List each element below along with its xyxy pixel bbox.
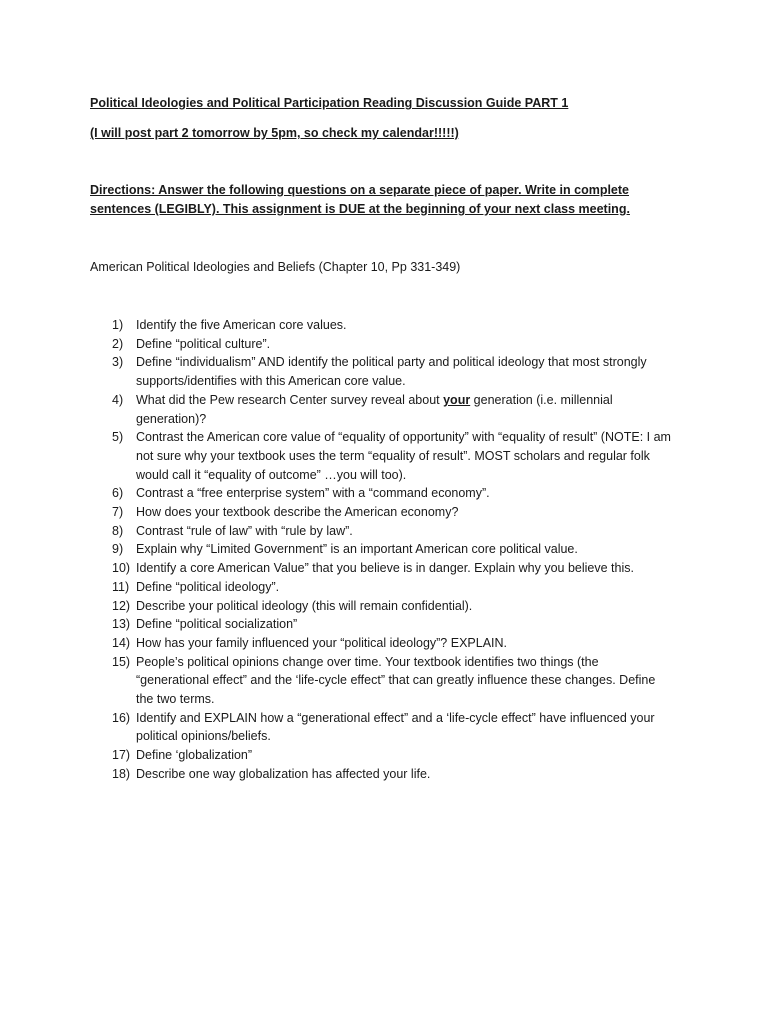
question-item xyxy=(112,428,672,484)
question-item xyxy=(112,597,672,616)
question-number: 7) xyxy=(112,505,124,520)
question-number: 15) xyxy=(112,654,131,669)
question-number: 12) xyxy=(112,598,131,613)
question-text: Define “individualism” AND identify the political party and political ideology that most strongly supports/identifies with this American core value. xyxy=(136,355,647,389)
question-text: Identify a core American Value” that you believe is in danger. Explain why you believe this. xyxy=(136,561,634,576)
question-number: 4) xyxy=(112,392,124,407)
question-text: Identify the five American core values. xyxy=(136,318,347,332)
question-text: Contrast “rule of law” with “rule by law”. xyxy=(136,523,353,538)
question-text: Identify and EXPLAIN how a “generational effect” and a ‘life-cycle effect” have influenced your political opinions/beliefs. xyxy=(136,710,655,744)
question-item xyxy=(112,522,672,541)
question-item xyxy=(112,746,672,765)
question-item xyxy=(112,615,672,634)
question-text: How has your family influenced your “political ideology”? EXPLAIN. xyxy=(136,635,508,650)
question-number: 11) xyxy=(112,579,130,594)
document-subtitle: (I will post part 2 tomorrow by 5pm, so check my calendar!!!!!) xyxy=(90,126,459,140)
question-text: Describe your political ideology (this will remain confidential). xyxy=(136,598,473,613)
document-title: Political Ideologies and Political Participation Reading Discussion Guide PART 1 xyxy=(90,96,569,110)
question-number: 13) xyxy=(112,617,131,632)
question-number: 8) xyxy=(112,523,124,538)
question-number: 5) xyxy=(112,430,124,445)
question-number: 10) xyxy=(112,561,131,576)
question-number: 6) xyxy=(112,486,124,501)
question-number: 3) xyxy=(112,355,124,370)
question-item xyxy=(112,765,672,784)
question-text: Describe one way globalization has affected your life. xyxy=(136,766,431,781)
question-text xyxy=(136,391,672,428)
question-item xyxy=(112,578,672,597)
question-number: 14) xyxy=(112,635,131,650)
question-text: Contrast a “free enterprise system” with a “command economy”. xyxy=(136,486,490,501)
question-item xyxy=(112,653,672,709)
question-number: 1) xyxy=(112,318,124,332)
question-text: Contrast the American core value of “equality of opportunity” with “equality of result” (NOTE: I am not sure why your textbook uses the term “equality of result”. MOST scholars and regular folk would call it “equality of outcome” …you will too). xyxy=(136,430,671,482)
question-text: Define ‘globalization” xyxy=(136,748,253,763)
question-text-after: generation (i.e. millennial generation)? xyxy=(136,392,613,426)
question-text-emphasis: your xyxy=(443,392,471,407)
question-list xyxy=(112,316,672,784)
question-item xyxy=(112,634,672,653)
directions-text: Directions: Answer the following questions on a separate piece of paper. Write in complete sentences (LEGIBLY). This assignment is DUE at the beginning of your next class meeting. xyxy=(90,183,630,216)
question-item xyxy=(112,335,672,354)
question-item xyxy=(112,709,672,746)
question-item xyxy=(112,316,672,335)
question-text: How does your textbook describe the American economy? xyxy=(136,505,459,520)
question-item xyxy=(112,503,672,522)
question-item xyxy=(112,484,672,503)
question-text: Define “political ideology”. xyxy=(136,579,280,594)
question-item xyxy=(112,540,672,559)
question-number: 9) xyxy=(112,542,124,557)
question-text: People’s political opinions change over time. Your textbook identifies two things (the “generational effect” and the ‘life-cycle effect” that can greatly influence these changes. Define the two terms. xyxy=(136,654,656,707)
question-text: Define “political socialization” xyxy=(136,617,298,632)
question-number: 17) xyxy=(112,748,131,763)
question-text-before: What did the Pew research Center survey reveal about xyxy=(136,392,444,407)
question-number: 18) xyxy=(112,766,131,781)
question-item xyxy=(112,353,672,390)
question-item xyxy=(112,391,672,428)
section-heading: American Political Ideologies and Beliefs (Chapter 10, Pp 331-349) xyxy=(90,260,461,274)
question-number: 16) xyxy=(112,710,131,725)
question-text: Explain why “Limited Government” is an important American core political value. xyxy=(136,542,578,557)
question-item xyxy=(112,559,672,578)
question-text: Define “political culture”. xyxy=(136,336,271,351)
question-number: 2) xyxy=(112,336,124,351)
